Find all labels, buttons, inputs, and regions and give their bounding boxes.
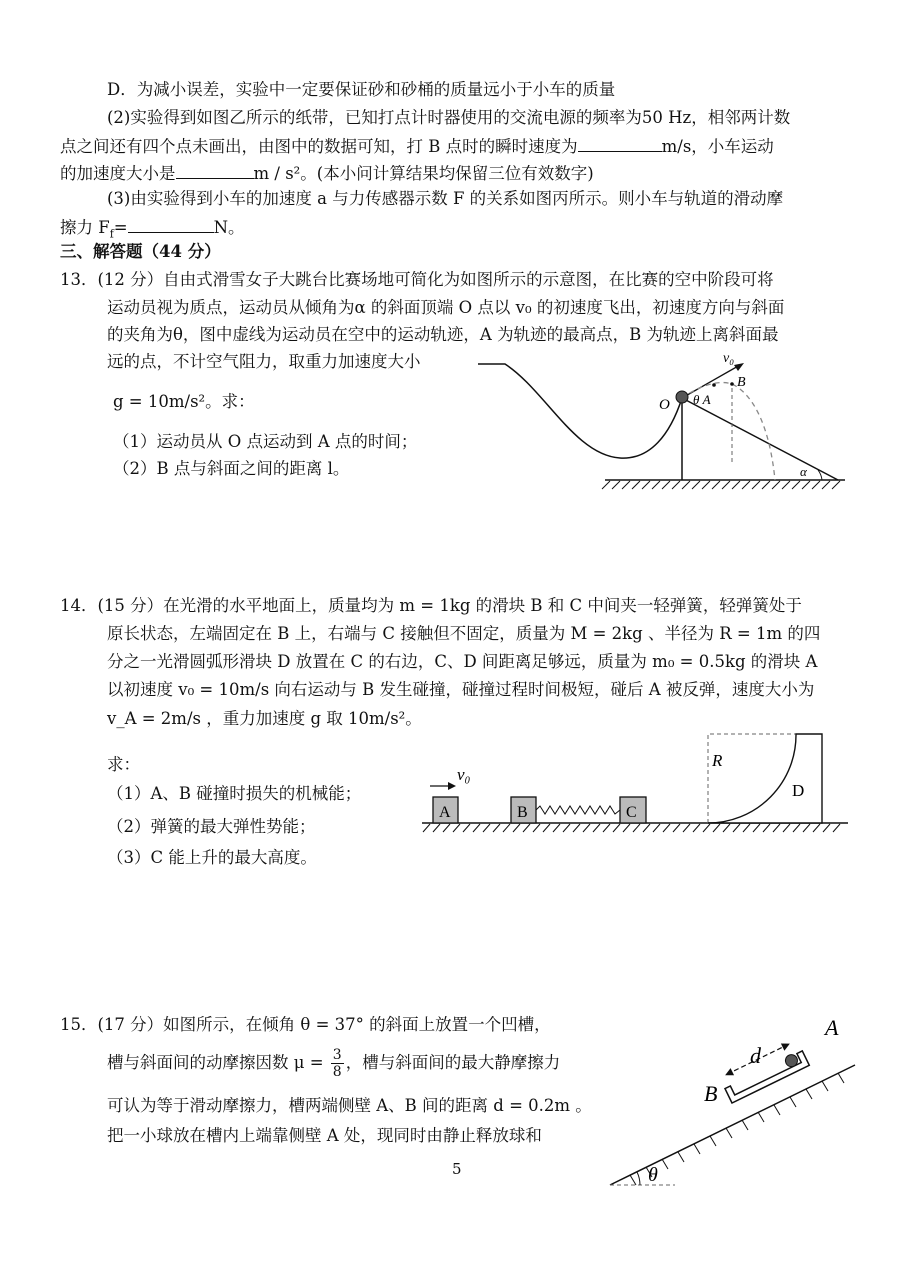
label-d: d <box>750 1043 761 1068</box>
q15-line1: 15．(17 分）如图所示，在倾角 θ = 37° 的斜面上放置一个凹槽， <box>60 1015 551 1034</box>
label-D: D <box>792 781 805 800</box>
q12-2-line2-text: 点之间还有四个点未画出，由图中的数据可知，打 B 点时的瞬时速度为 <box>60 137 578 156</box>
label-theta: θ <box>648 1164 658 1186</box>
label-B: B <box>704 1081 718 1106</box>
q13-line2: 运动员视为质点，运动员从倾角为α 的斜面顶端 O 点以 v₀ 的初速度飞出，初速度方向与斜面 <box>107 298 785 317</box>
q13-sub2: （2）B 点与斜面之间的距离 l。 <box>113 459 350 478</box>
q13-line5: g = 10m/s²。求： <box>113 392 255 411</box>
label-v0: v₀ <box>457 765 471 784</box>
label-A: A <box>825 1015 839 1040</box>
q13-sub1: （1）运动员从 O 点运动到 A 点的时间； <box>113 432 418 451</box>
q12-2-line2 <box>60 133 774 159</box>
label-alpha: α <box>800 464 807 479</box>
mu-numerator: 3 <box>332 1047 342 1063</box>
q15-line3: 可认为等于滑动摩擦力，槽两端侧壁 A、B 间的距离 d = 0.2m 。 <box>107 1096 592 1115</box>
mu-fraction <box>331 1047 344 1080</box>
q14-ask: 求： <box>107 755 140 774</box>
incline-groove-diagram <box>600 1005 880 1195</box>
q12-2-line3-unit: m / s²。(本小问计算结果均保留三位有效数字) <box>253 164 594 183</box>
q12-2-line2-unit: m/s，小车运动 <box>661 137 774 156</box>
label-C: C <box>626 804 637 821</box>
answer-blank-velocity[interactable] <box>578 133 662 152</box>
q12-3-friction-label: 擦力 F <box>60 218 110 237</box>
label-theta-A: θ A <box>693 392 711 407</box>
q14-line1: 14．(15 分）在光滑的水平地面上，质量均为 m = 1kg 的滑块 B 和 C 中间夹一轻弹簧，轻弹簧处于 <box>60 596 802 615</box>
q12-2-line3 <box>60 160 594 186</box>
q15-friction-text: ，槽与斜面间的最大静摩擦力 <box>345 1053 561 1072</box>
answer-blank-friction[interactable] <box>128 214 214 233</box>
q14-sub3: （3）C 能上升的最大高度。 <box>107 848 317 867</box>
q14-line4: 以初速度 v₀ = 10m/s 向右运动与 B 发生碰撞，碰撞过程时间极短，碰后 A 被反弹，速度大小为 <box>107 680 815 699</box>
q14-sub1: （1）A、B 碰撞时损失的机械能； <box>107 784 362 803</box>
q12-3-line1: (3)由实验得到小车的加速度 a 与力传感器示数 F 的关系如图丙所示。则小车与轨道的滑动摩 <box>107 189 784 208</box>
section-title: 三、解答题（44 分） <box>60 242 221 261</box>
q12-2-line1: (2)实验得到如图乙所示的纸带，已知打点计时器使用的交流电源的频率为50 Hz，相邻两计数 <box>107 108 791 127</box>
q15-mu-text: 槽与斜面间的动摩擦因数 μ = <box>107 1053 324 1072</box>
q13-line3: 的夹角为θ，图中虚线为运动员在空中的运动轨迹，A 为轨迹的最高点，B 为轨迹上离斜面最 <box>107 325 779 344</box>
label-R: R <box>712 751 723 770</box>
q14-line2: 原长状态，左端固定在 B 上，右端与 C 接触但不固定，质量为 M = 2kg 、半径为 R = 1m 的四 <box>107 624 821 643</box>
q14-line3: 分之一光滑圆弧形滑块 D 放置在 C 的右边，C、D 间距离足够远，质量为 m₀ = 0.5kg 的滑块 A <box>107 652 818 671</box>
label-B: B <box>737 375 746 390</box>
page-number: 5 <box>452 1160 462 1178</box>
q12-3-friction-sub: f <box>109 227 114 241</box>
label-v0: v₀ <box>723 351 735 366</box>
collision-diagram <box>420 728 850 838</box>
q14-sub2: （2）弹簧的最大弹性势能； <box>107 817 316 836</box>
option-d-text: D．为减小误差，实验中一定要保证砂和砂桶的质量远小于小车的质量 <box>107 80 616 99</box>
q14-line5: v_A = 2m/s ，重力加速度 g 取 10m/s²。 <box>107 709 422 728</box>
ski-jump-diagram <box>470 340 850 500</box>
mu-denominator: 8 <box>332 1064 342 1080</box>
q13-line4: 远的点，不计空气阻力，取重力加速度大小 <box>107 352 421 371</box>
label-O: O <box>659 397 670 413</box>
answer-blank-acceleration[interactable] <box>176 160 254 179</box>
label-B: B <box>517 804 528 821</box>
q12-2-line3-text: 的加速度大小是 <box>60 164 176 183</box>
q15-line2 <box>107 1047 560 1080</box>
q15-line4: 把一小球放在槽内上端靠侧壁 A 处，现同时由静止释放球和 <box>107 1126 542 1145</box>
label-A: A <box>439 804 451 821</box>
q13-line1: 13．(12 分）自由式滑雪女子大跳台比赛场地可简化为如图所示的示意图，在比赛的空中阶段可将 <box>60 270 774 289</box>
q12-3-unit: N。 <box>213 218 245 237</box>
q12-3-equals: = <box>113 218 128 237</box>
